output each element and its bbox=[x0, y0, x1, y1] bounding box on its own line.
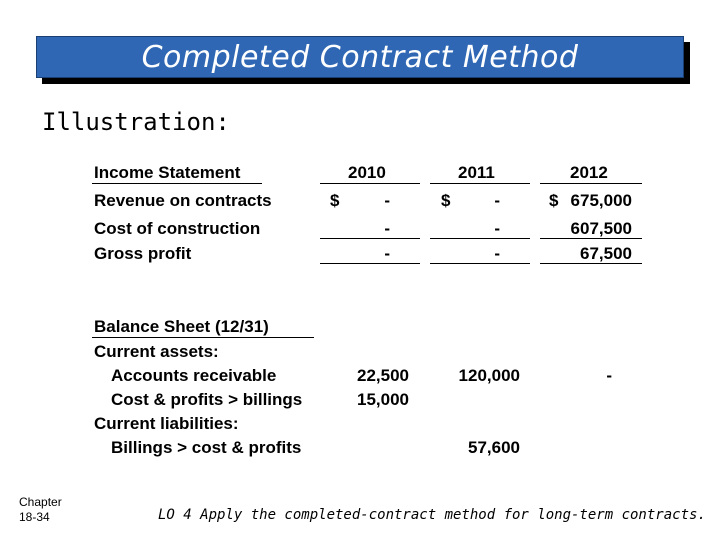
slide-subtitle: Illustration: bbox=[42, 108, 230, 136]
income-statement-header: Income Statement bbox=[94, 163, 241, 182]
value-cell: - bbox=[606, 366, 612, 385]
current-liabilities-label: Current liabilities: bbox=[94, 414, 239, 433]
year-2012: 2012 bbox=[570, 163, 608, 182]
value-cell: 22,500 bbox=[357, 366, 409, 385]
value-cell: 15,000 bbox=[357, 390, 409, 409]
subtotal-underline bbox=[430, 238, 530, 239]
subtotal-underline bbox=[320, 238, 420, 239]
header-underline bbox=[92, 183, 262, 184]
value-cell: - bbox=[384, 191, 390, 210]
row-label-gross-profit: Gross profit bbox=[94, 244, 192, 263]
dollar-sign: $ bbox=[549, 191, 559, 210]
total-underline bbox=[430, 263, 530, 264]
value-cell: - bbox=[494, 191, 500, 210]
row-label-revenue: Revenue on contracts bbox=[94, 191, 272, 210]
value-cell: - bbox=[384, 244, 390, 263]
balance-sheet-header: Balance Sheet (12/31) bbox=[94, 317, 269, 336]
value-cell: 57,600 bbox=[468, 438, 520, 457]
year-underline bbox=[430, 183, 530, 184]
learning-objective: LO 4 Apply the completed-contract method for long-term contracts. bbox=[158, 507, 706, 523]
slide-title: Completed Contract Method bbox=[141, 39, 579, 75]
total-underline bbox=[540, 263, 642, 264]
subtotal-underline bbox=[540, 238, 642, 239]
row-label-cost: Cost of construction bbox=[94, 219, 261, 238]
year-underline bbox=[320, 183, 420, 184]
year-underline bbox=[540, 183, 642, 184]
current-assets-label: Current assets: bbox=[94, 342, 219, 361]
billings-cost-profits-label: Billings > cost & profits bbox=[111, 438, 302, 457]
page-number: 18-34 bbox=[19, 510, 50, 524]
value-cell: - bbox=[384, 219, 390, 238]
total-underline bbox=[320, 263, 420, 264]
value-cell: - bbox=[494, 244, 500, 263]
dollar-sign: $ bbox=[441, 191, 451, 210]
footer-chapter bbox=[19, 495, 62, 525]
cost-profits-billings-label: Cost & profits > billings bbox=[111, 390, 303, 409]
dollar-sign: $ bbox=[330, 191, 340, 210]
value-cell: 120,000 bbox=[458, 366, 520, 385]
value-cell: 607,500 bbox=[570, 219, 632, 238]
header-underline bbox=[92, 337, 314, 338]
accounts-receivable-label: Accounts receivable bbox=[111, 366, 277, 385]
chapter-label: Chapter bbox=[19, 495, 62, 509]
value-cell: 67,500 bbox=[580, 244, 632, 263]
value-cell: 675,000 bbox=[570, 191, 632, 210]
year-2010: 2010 bbox=[348, 163, 386, 182]
year-2011: 2011 bbox=[458, 163, 495, 182]
title-banner bbox=[36, 36, 684, 78]
value-cell: - bbox=[494, 219, 500, 238]
